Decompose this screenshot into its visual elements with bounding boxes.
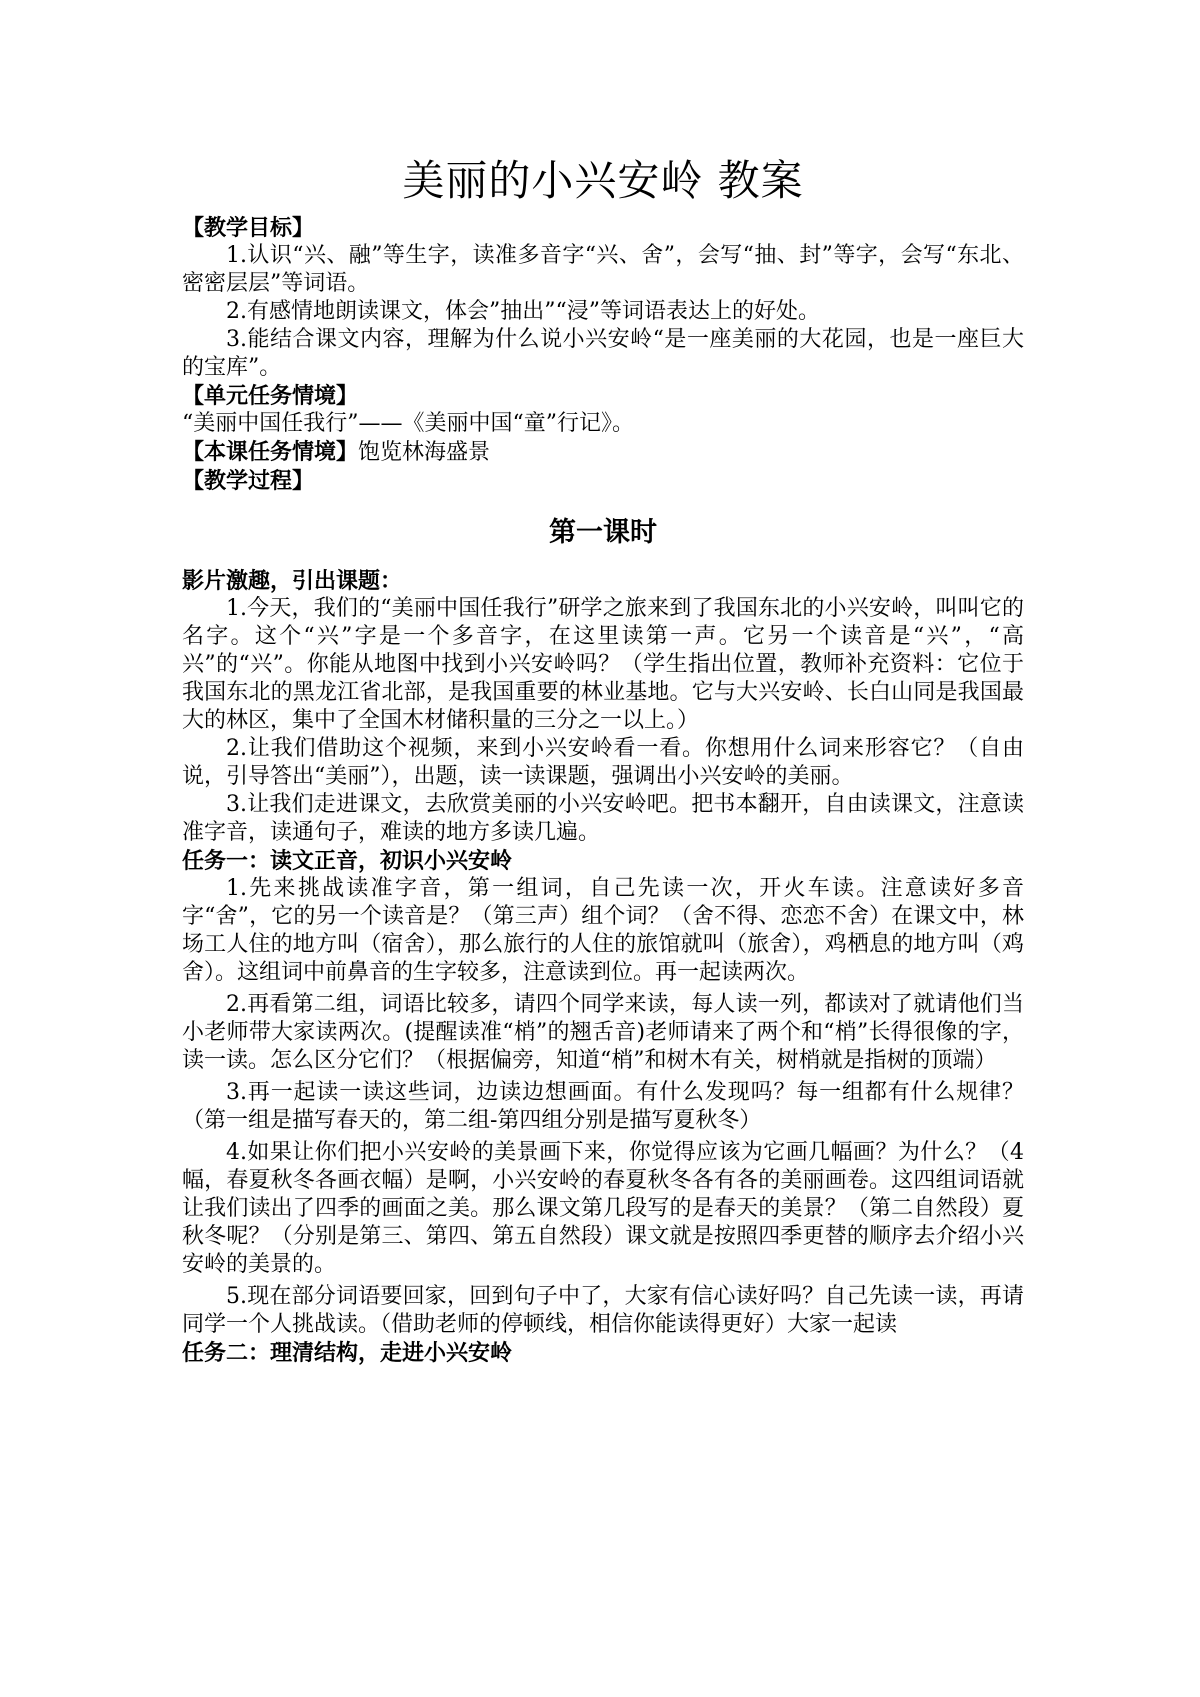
task1-item: 5.现在部分词语要回家，回到句子中了，大家有信心读好吗？自己先读一读，再请同学一个人挑战读。（借助老师的停顿线，相信你能读得更好）大家一起读 <box>182 1284 1024 1337</box>
objective-item: 2.有感情地朗读课文，体会”抽出”“浸”等词语表达上的好处。 <box>226 299 820 324</box>
objectives-heading: 【教学目标】 <box>182 215 315 241</box>
document-title: 美丽的小兴安岭 教案 <box>402 156 804 205</box>
intro-item: 1.今天，我们的“美丽中国任我行”研学之旅来到了我国东北的小兴安岭，叫叫它的名字。这个“兴”字是一个多音字，在这里读第一声。它另一个读音是“兴”，“高兴”的“兴”。你能从地图中找到小兴安岭吗？（学生指出位置，教师补充资料：它位于我国东北的黑龙江省北部，是我国重要的林业基地。它与大兴安岭、长白山同是我国最大的林区，集中了全国木材储积量的三分之一以上。） <box>182 596 1024 733</box>
task1-item: 3.再一起读一读这些词，边读边想画面。有什么发现吗？每一组都有什么规律？（第一组是描写春天的，第二组-第四组分别是描写夏秋冬） <box>182 1080 1024 1133</box>
task1-item: 4.如果让你们把小兴安岭的美景画下来，你觉得应该为它画几幅画？为什么？（4幅，春夏秋冬各画衣幅）是啊，小兴安岭的春夏秋冬各有各的美丽画卷。这四组词语就让我们读出了四季的画面之美。那么课文第几段写的是春天的美景？（第二自然段）夏秋冬呢？（分别是第三、第四、第五自然段）课文就是按照四季更替的顺序去介绍小兴安岭的美景的。 <box>182 1140 1024 1277</box>
intro-item: 2.让我们借助这个视频，来到小兴安岭看一看。你想用什么词来形容它？（自由说，引导答出“美丽”），出题，读一读课题，强调出小兴安岭的美丽。 <box>182 736 1024 789</box>
intro-heading: 影片激趣，引出课题： <box>182 568 403 594</box>
unit-task-heading: 【单元任务情境】 <box>182 383 359 409</box>
objective-item: 1.认识“兴、融”等生字，读准多音字“兴、舍”，会写“抽、封”等字，会写“东北、密密层层”等词语。 <box>182 243 1024 296</box>
lesson-task-line <box>182 438 1024 467</box>
task2-heading: 任务二：理清结构，走进小兴安岭 <box>182 1340 513 1366</box>
unit-task-text: “美丽中国任我行”——《美丽中国“童”行记》。 <box>182 411 634 436</box>
document-content <box>182 148 1024 1367</box>
task1-item: 1.先来挑战读准字音，第一组词，自己先读一次，开火车读。注意读好多音字“舍”，它的另一个读音是？（第三声）组个词？（舍不得、恋恋不舍）在课文中，林场工人住的地方叫（宿舍），那么旅行的人住的旅馆就叫（旅舍），鸡栖息的地方叫（鸡舍）。这组词中前鼻音的生字较多，注意读到位。再一起读两次。 <box>182 876 1024 985</box>
task1-item: 2.再看第二组，词语比较多，请四个同学来读，每人读一列，都读对了就请他们当小老师带大家读两次。(提醒读准“梢”的翘舌音)老师请来了两个和“梢”长得很像的字，读一读。怎么区分它们？（根据偏旁，知道“梢”和树木有关，树梢就是指树的顶端） <box>182 992 1024 1073</box>
objective-item: 3.能结合课文内容，理解为什么说小兴安岭“是一座美丽的大花园，也是一座巨大的宝库”。 <box>182 327 1024 380</box>
intro-item: 3.让我们走进课文，去欣赏美丽的小兴安岭吧。把书本翻开，自由读课文，注意读准字音，读通句子，难读的地方多读几遍。 <box>182 792 1024 845</box>
lesson-task-text: 饱览林海盛景 <box>358 440 491 465</box>
task1-heading: 任务一：读文正音，初识小兴安岭 <box>182 848 513 874</box>
lesson-title: 第一课时 <box>549 517 657 548</box>
lesson-task-heading: 【本课任务情境】 <box>182 439 359 465</box>
process-heading: 【教学过程】 <box>182 468 315 494</box>
